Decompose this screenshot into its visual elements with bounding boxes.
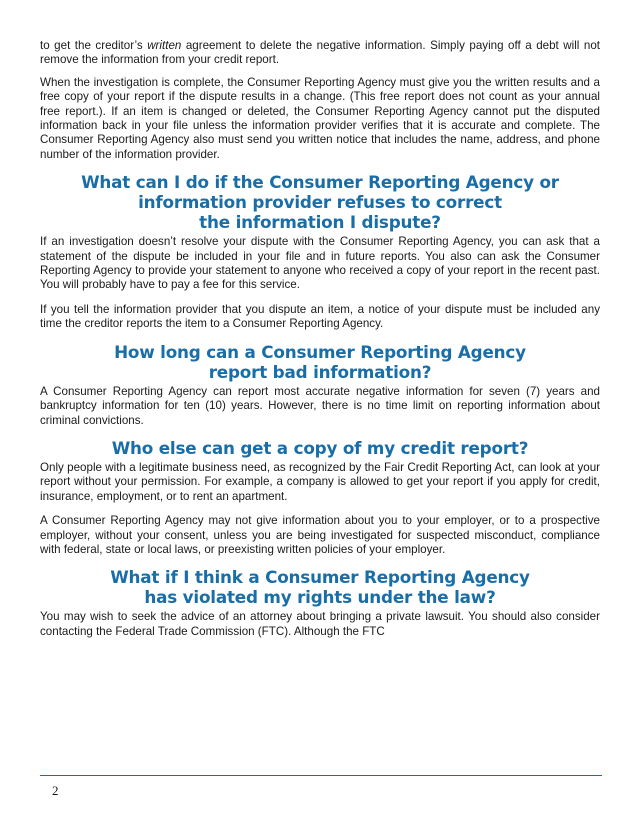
heading-line: report bad information? <box>208 361 432 382</box>
heading-violated-rights <box>40 567 600 607</box>
heading-line: has violated my rights under the law? <box>144 587 496 608</box>
heading-line: What can I do if the Consumer Reporting Agency or <box>81 172 559 193</box>
heading-line: Who else can get a copy of my credit report? <box>111 437 529 458</box>
heading-refuses-to-correct <box>40 172 600 232</box>
heading-line: What if I think a Consumer Reporting Agency <box>110 567 530 588</box>
heading-line: the information I dispute? <box>199 212 441 233</box>
heading-who-else <box>40 438 600 458</box>
paragraph-employer-consent: A Consumer Reporting Agency may not give information about you to your employer, or to a prospective employer, without your consent, unless you are being investigated for suspected misconduct, compliance with federal, state or local laws, or preexisting written policies of your employer. <box>40 514 600 556</box>
document-page <box>40 39 600 649</box>
heading-line: information provider refuses to correct <box>138 192 502 213</box>
footer-rule <box>40 775 602 776</box>
emphasized-word: written <box>147 39 182 52</box>
paragraph-continuation <box>40 39 600 68</box>
paragraph-continuation-post: agreement to delete the negative information. Simply paying off a debt will not remove the information from your credit report. <box>40 39 600 67</box>
paragraph-reporting-duration: A Consumer Reporting Agency can report most accurate negative information for seven (7) years and bankruptcy information for ten (10) years. However, there is no time limit on reporting information about criminal convictions. <box>40 384 600 427</box>
paragraph-notice-of-dispute: If you tell the information provider that you dispute an item, a notice of your dispute must be included any time the creditor reports the item to a Consumer Reporting Agency. <box>40 302 600 331</box>
paragraph-continuation-pre: to get the creditor’s <box>40 39 148 52</box>
paragraph-dispute-statement: If an investigation doesn’t resolve your dispute with the Consumer Reporting Agency, you can ask that a statement of the dispute be included in your file and in future reports. You also can ask the Consumer Reporting Agency to provide your statement to anyone who received a copy of your report in the recent past. You will probably have to pay a fee for this service. <box>40 235 600 292</box>
paragraph-legitimate-business: Only people with a legitimate business need, as recognized by the Fair Credit Reporting Act, can look at your report without your permission. For example, a company is allowed to get your report if you apply for credit, insurance, employment, or to rent an apartment. <box>40 460 600 503</box>
paragraph-attorney-advice: You may wish to seek the advice of an attorney about bringing a private lawsuit. You should also consider contacting the Federal Trade Commission (FTC). Although the FTC <box>40 610 600 638</box>
heading-line: How long can a Consumer Reporting Agency <box>114 341 526 362</box>
heading-how-long <box>40 342 600 382</box>
page-number: 2 <box>52 783 59 798</box>
paragraph-investigation-results: When the investigation is complete, the Consumer Reporting Agency must give you the written results and a free copy of your report if the dispute results in a change. (This free report does not count as your annual free report.). If an item is changed or deleted, the Consumer Reporting Agency cannot put the disputed information back in your file unless the information provider verifies that it is accurate and complete. The Consumer Reporting Agency also must send you written notice that includes the name, address, and phone number of the information provider. <box>40 75 600 161</box>
